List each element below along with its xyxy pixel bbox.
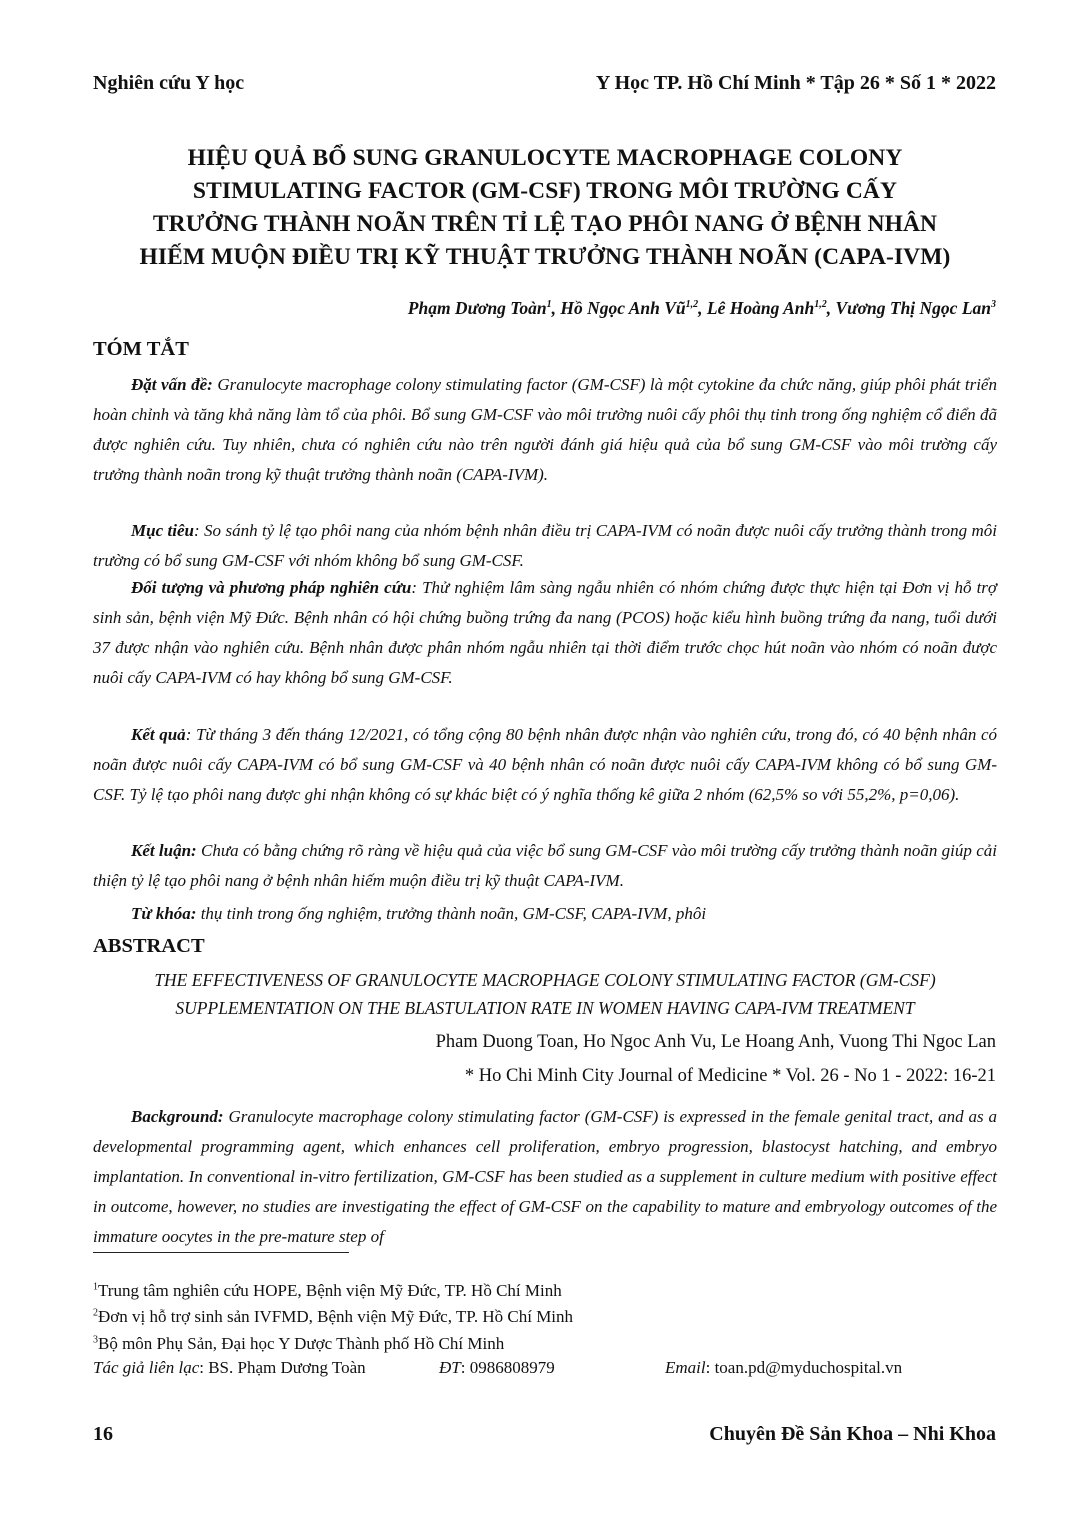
author-name: Hồ Ngọc Anh Vũ xyxy=(560,298,686,318)
footnote-mark: 2 xyxy=(93,1307,98,1319)
title-line: HIỆU QUẢ BỔ SUNG GRANULOCYTE MACROPHAGE COLONY xyxy=(187,145,903,171)
running-header-left: Nghiên cứu Y học xyxy=(93,72,245,94)
footnote-mark: 3 xyxy=(93,1334,98,1346)
summary-keywords xyxy=(93,899,997,929)
author-name: Vương Thị Ngọc Lan xyxy=(835,298,991,318)
paragraph-label: Đặt vấn đề: xyxy=(131,375,213,394)
contact-email xyxy=(665,1358,902,1378)
article-title xyxy=(95,142,995,274)
contact-author-value: : BS. Phạm Dương Toàn xyxy=(199,1358,366,1377)
paragraph-label: Đối tượng và phương pháp nghiên cứu xyxy=(131,578,412,597)
paragraph-label: Mục tiêu xyxy=(131,521,194,540)
footnote-text: Đơn vị hỗ trợ sinh sản IVFMD, Bệnh viện Mỹ Đức, TP. Hồ Chí Minh xyxy=(98,1307,574,1326)
contact-email-value: : toan.pd@myduchospital.vn xyxy=(705,1358,903,1377)
paragraph-text: : So sánh tỷ lệ tạo phôi nang của nhóm bệnh nhân điều trị CAPA-IVM có noãn được nuôi cấy trưởng thành trong môi trường có bổ sung GM-CSF với nhóm không bổ sung GM-CSF. xyxy=(93,521,997,570)
paragraph-label: Kết luận: xyxy=(131,841,197,860)
contact-phone xyxy=(439,1358,555,1378)
abstract-authors: Pham Duong Toan, Ho Ngoc Anh Vu, Le Hoang Anh, Vuong Thi Ngoc Lan xyxy=(435,1032,996,1052)
paragraph-label: Background: xyxy=(131,1107,224,1126)
author-list xyxy=(408,298,996,319)
abstract-title-line: SUPPLEMENTATION ON THE BLASTULATION RATE IN WOMEN HAVING CAPA-IVM TREATMENT xyxy=(175,998,915,1018)
abstract-background xyxy=(93,1102,997,1252)
summary-conclusion xyxy=(93,836,997,896)
section-heading-abstract: ABSTRACT xyxy=(93,935,205,957)
running-footer-section: Chuyên Đề Sản Khoa – Nhi Khoa xyxy=(709,1423,996,1445)
paragraph-label: Kết quả xyxy=(131,725,186,744)
contact-author xyxy=(93,1358,366,1377)
abstract-citation: * Ho Chi Minh City Journal of Medicine * Vol. 26 - No 1 - 2022: 16-21 xyxy=(464,1066,996,1086)
author-separator: , xyxy=(826,298,836,318)
author-name: Phạm Dương Toàn xyxy=(407,298,547,318)
section-heading-tomtat: TÓM TẮT xyxy=(93,338,189,360)
author-separator: , xyxy=(551,298,561,318)
page-number: 16 xyxy=(93,1423,113,1445)
author-affiliation-mark: 3 xyxy=(991,299,996,311)
contact-phone-value: : 0986808979 xyxy=(460,1358,555,1377)
title-line: STIMULATING FACTOR (GM-CSF) TRONG MÔI TRƯỜNG CẤY xyxy=(192,178,898,204)
summary-results xyxy=(93,720,997,810)
author-affiliation-mark: 1 xyxy=(546,299,552,311)
contact-phone-label: ĐT xyxy=(439,1358,461,1377)
summary-objective xyxy=(93,516,997,576)
contact-author-label: Tác giả liên lạc xyxy=(93,1358,200,1377)
abstract-title-line: THE EFFECTIVENESS OF GRANULOCYTE MACROPHAGE COLONY STIMULATING FACTOR (GM-CSF) xyxy=(154,970,936,990)
paragraph-label: Từ khóa: xyxy=(131,904,197,923)
author-name: Lê Hoàng Anh xyxy=(706,298,815,318)
paragraph-text: : Thử nghiệm lâm sàng ngẫu nhiên có nhóm chứng được thực hiện tại Đơn vị hỗ trợ sinh sản, bệnh viện Mỹ Đức. Bệnh nhân có hội chứng buồng trứng đa nang (PCOS) hoặc kiểu hình buồng trứng đa nang, tuổi dưới 37 được nhận vào nghiên cứu. Bệnh nhân được phân nhóm ngẫu nhiên tại thời điểm trước chọc hút noãn vào nhóm có noãn được nuôi cấy CAPA-IVM có hay không bổ sung GM-CSF. xyxy=(93,578,997,687)
title-line: HIẾM MUỘN ĐIỀU TRỊ KỸ THUẬT TRƯỞNG THÀNH NOÃN (CAPA-IVM) xyxy=(139,244,951,270)
summary-background xyxy=(93,370,997,490)
author-affiliation-mark: 1,2 xyxy=(685,299,699,311)
abstract-title xyxy=(93,966,997,1022)
author-separator: , xyxy=(698,298,707,318)
footnote-text: Bộ môn Phụ Sản, Đại học Y Dược Thành phố Hồ Chí Minh xyxy=(98,1334,505,1353)
summary-methods xyxy=(93,573,997,693)
paragraph-text: Granulocyte macrophage colony stimulating factor (GM-CSF) là một cytokine đa chức năng, giúp phôi phát triển hoàn chỉnh và tăng khả năng làm tổ của phôi. Bổ sung GM-CSF vào môi trường nuôi cấy phôi thụ tinh trong ống nghiệm cổ điển đã được nghiên cứu. Tuy nhiên, chưa có nghiên cứu nào trên người đánh giá hiệu quả của bổ sung GM-CSF vào môi trường cấy trưởng thành noãn trong kỹ thuật trưởng thành noãn (CAPA-IVM). xyxy=(93,375,997,484)
corresponding-author xyxy=(93,1358,997,1378)
contact-email-label: Email xyxy=(665,1358,706,1377)
title-line: TRƯỞNG THÀNH NOÃN TRÊN TỈ LỆ TẠO PHÔI NANG Ở BỆNH NHÂN xyxy=(152,211,938,237)
paragraph-text: : Từ tháng 3 đến tháng 12/2021, có tổng cộng 80 bệnh nhân được nhận vào nghiên cứu, trong đó, có 40 bệnh nhân có noãn được nuôi cấy CAPA-IVM có bổ sung GM-CSF và 40 bệnh nhân có noãn được nuôi cấy CAPA-IVM không có bổ sung GM-CSF. Tỷ lệ tạo phôi nang được ghi nhận không có sự khác biệt có ý nghĩa thống kê giữa 2 nhóm (62,5% so với 55,2%, p=0,06). xyxy=(93,725,998,804)
footnote-affiliation xyxy=(93,1334,504,1354)
footnote-text: Trung tâm nghiên cứu HOPE, Bệnh viện Mỹ Đức, TP. Hồ Chí Minh xyxy=(98,1281,562,1300)
footnote-divider xyxy=(93,1252,349,1253)
paragraph-text: thụ tinh trong ống nghiệm, trưởng thành noãn, GM-CSF, CAPA-IVM, phôi xyxy=(196,904,707,923)
paragraph-text: Chưa có bằng chứng rõ ràng về hiệu quả của việc bổ sung GM-CSF vào môi trường cấy trưởng thành noãn giúp cải thiện tỷ lệ tạo phôi nang ở bệnh nhân hiếm muộn điều trị kỹ thuật CAPA-IVM. xyxy=(93,841,997,890)
paragraph-text: Granulocyte macrophage colony stimulating factor (GM-CSF) is expressed in the female genital tract, and as a developmental programming agent, which enhances cell proliferation, embryo progression, blastocyst hatching, and embryo implantation. In conventional in-vitro fertilization, GM-CSF has been studied as a supplement in culture medium with positive effect in outcome, however, no studies are investigating the effect of GM-CSF on the capability to mature and embryology outcomes of the immature oocytes in the pre-mature step of xyxy=(93,1107,997,1246)
running-header-right: Y Học TP. Hồ Chí Minh * Tập 26 * Số 1 * 2022 xyxy=(595,72,996,94)
author-affiliation-mark: 1,2 xyxy=(814,299,827,311)
footnote-affiliation xyxy=(93,1307,573,1327)
footnote-mark: 1 xyxy=(93,1281,98,1293)
footnote-affiliation xyxy=(93,1281,562,1301)
